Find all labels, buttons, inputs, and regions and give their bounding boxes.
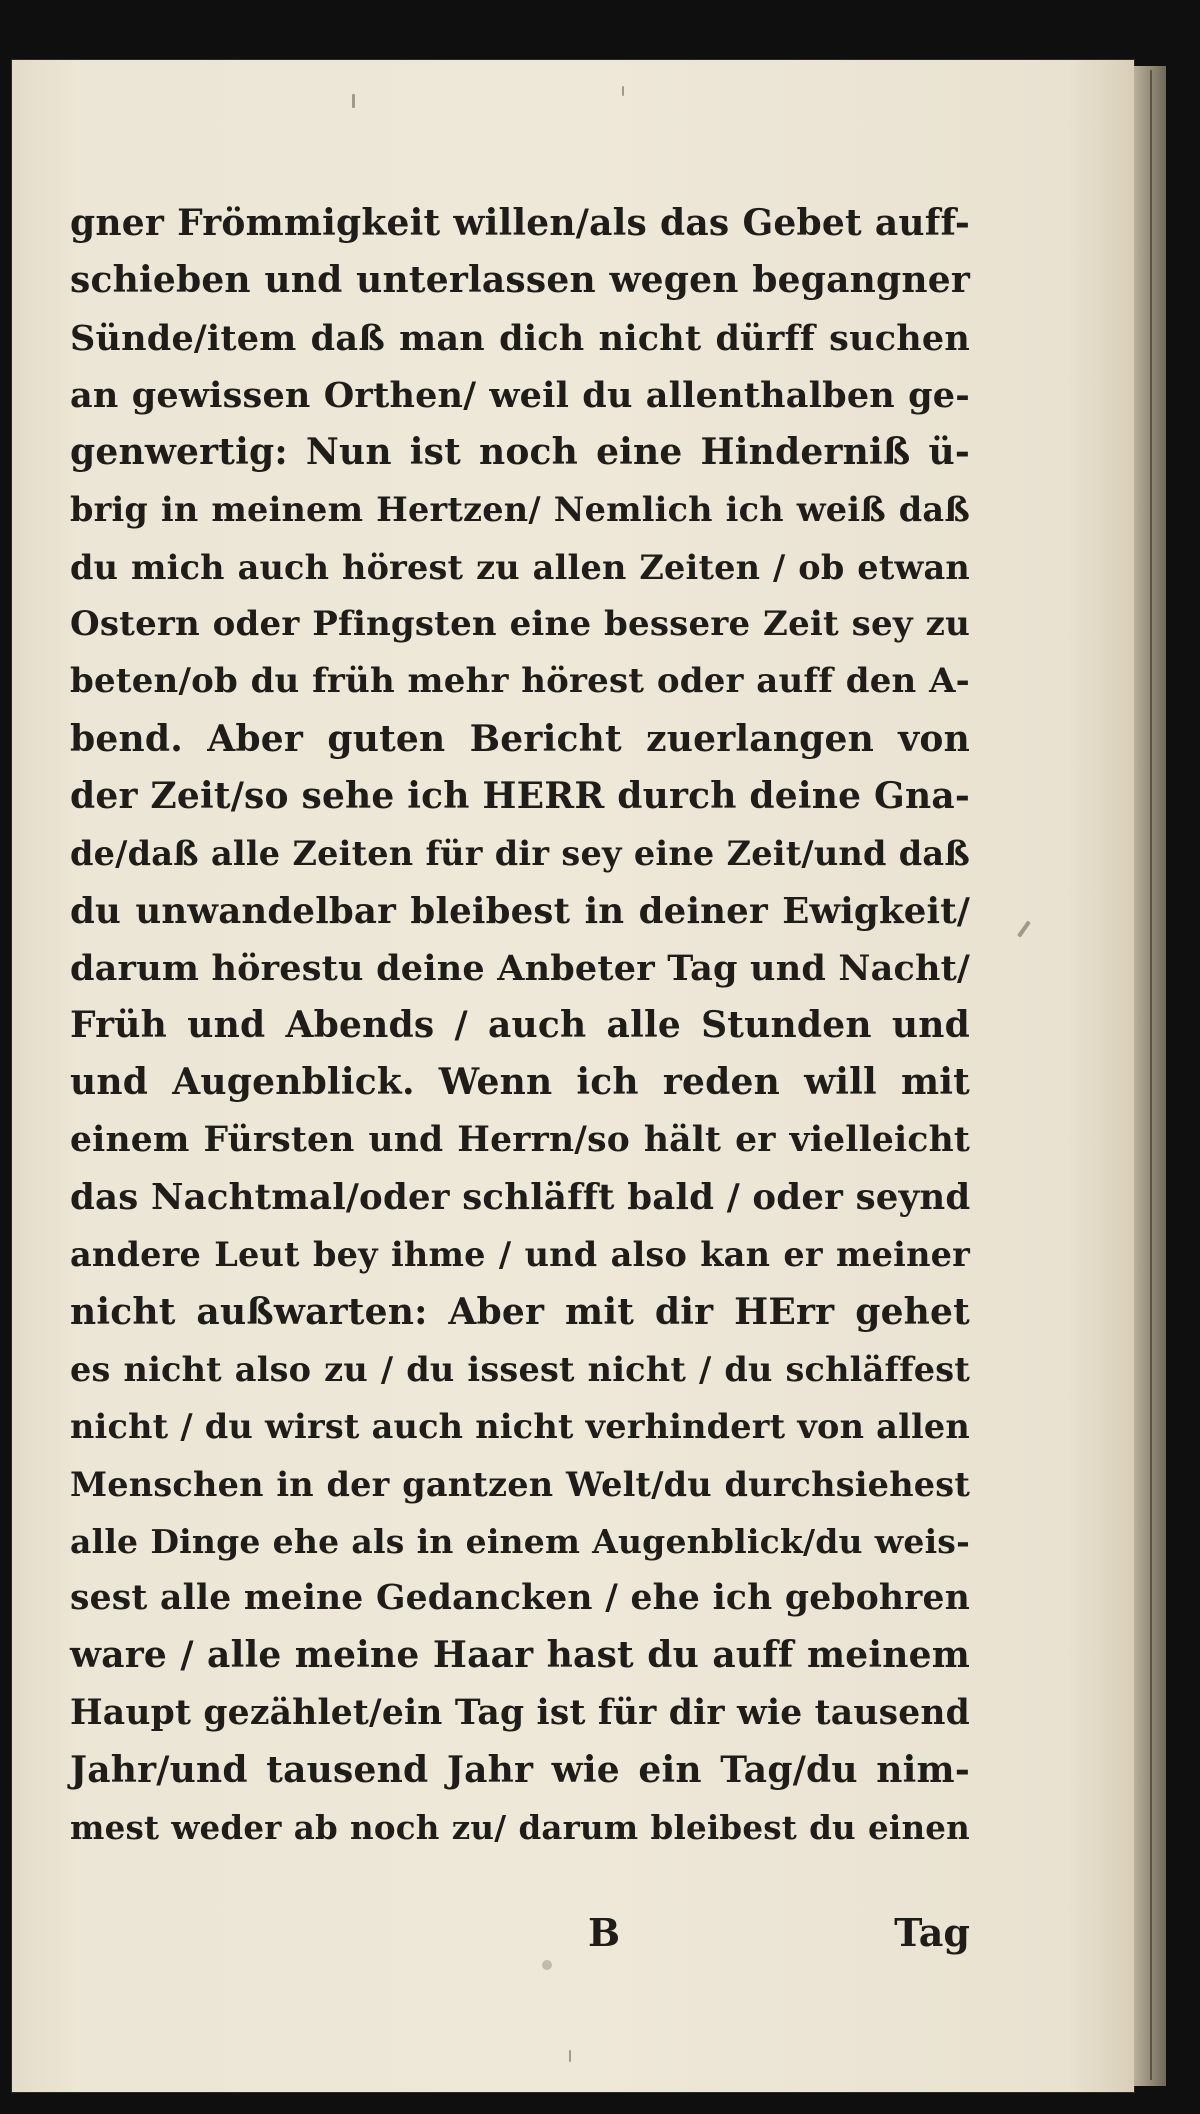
text-line: Ostern oder Pfingsten eine bessere Zeit sey zu xyxy=(70,604,970,645)
text-line: du mich auch hörest zu allen Zeiten / ob etwan xyxy=(70,547,970,587)
speck xyxy=(352,94,355,108)
text-line: sest alle meine Gedancken / ehe ich gebohren xyxy=(70,1578,970,1619)
text-line: nicht außwarten: Aber mit dir HErr gehet xyxy=(70,1290,970,1333)
text-line: Jahr/und tausend Jahr wie ein Tag/du nim- xyxy=(70,1749,970,1792)
signature-mark: B xyxy=(588,1910,621,1955)
text-line: darum hörestu deine Anbeter Tag und Nacht/ xyxy=(70,947,970,989)
speck xyxy=(1017,920,1031,937)
text-line: einem Fürsten und Herrn/so hält er vielleicht xyxy=(70,1119,970,1160)
text-line: Früh und Abends / auch alle Stunden und xyxy=(70,1004,970,1047)
text-line: es nicht also zu / du issest nicht / du schläffest xyxy=(70,1349,970,1389)
catchword: Tag xyxy=(894,1910,970,1955)
speck xyxy=(622,86,624,96)
text-line: de/daß alle Zeiten für dir sey eine Zeit/und daß xyxy=(70,834,970,874)
text-line: Menschen in der gantzen Welt/du durchsiehest xyxy=(70,1464,970,1504)
text-line: gner Frömmigkeit willen/als das Gebet auff- xyxy=(70,202,970,244)
text-line: an gewissen Orthen/ weil du allenthalben ge- xyxy=(70,374,970,416)
body-text xyxy=(70,195,970,1857)
page-edge-line xyxy=(1150,70,1152,2080)
book-page xyxy=(12,60,1134,2092)
text-line: andere Leut bey ihme / und also kan er meiner xyxy=(70,1235,970,1275)
text-line: genwertig: Nun ist noch eine Hinderniß ü- xyxy=(70,431,970,474)
text-line: ware / alle meine Haar hast du auff meinem xyxy=(70,1634,970,1677)
text-line: der Zeit/so sehe ich HERR durch deine Gna- xyxy=(70,774,970,817)
text-line: bend. Aber guten Bericht zuerlangen von xyxy=(70,717,970,760)
text-line: mest weder ab noch zu/ darum bleibest du einen xyxy=(70,1808,970,1848)
speck xyxy=(569,2050,571,2062)
text-line: beten/ob du früh mehr hörest oder auff den A- xyxy=(70,661,970,702)
text-line: nicht / du wirst auch nicht verhindert von allen xyxy=(70,1407,970,1447)
text-line: alle Dinge ehe als in einem Augenblick/du weis- xyxy=(70,1521,970,1561)
page-footer xyxy=(70,1910,970,1970)
speck xyxy=(542,1960,552,1970)
text-line: schieben und unterlassen wegen begangner xyxy=(70,259,970,302)
text-line: du unwandelbar bleibest in deiner Ewigkeit/ xyxy=(70,890,970,932)
text-line: Sünde/item daß man dich nicht dürff suchen xyxy=(70,317,970,359)
text-line: das Nachtmal/oder schläfft bald / oder seynd xyxy=(70,1177,971,1219)
text-line: brig in meinem Hertzen/ Nemlich ich weiß daß xyxy=(70,490,970,530)
text-line: und Augenblick. Wenn ich reden will mit xyxy=(70,1061,970,1104)
text-line: Haupt gezählet/ein Tag ist für dir wie tausend xyxy=(70,1692,970,1733)
